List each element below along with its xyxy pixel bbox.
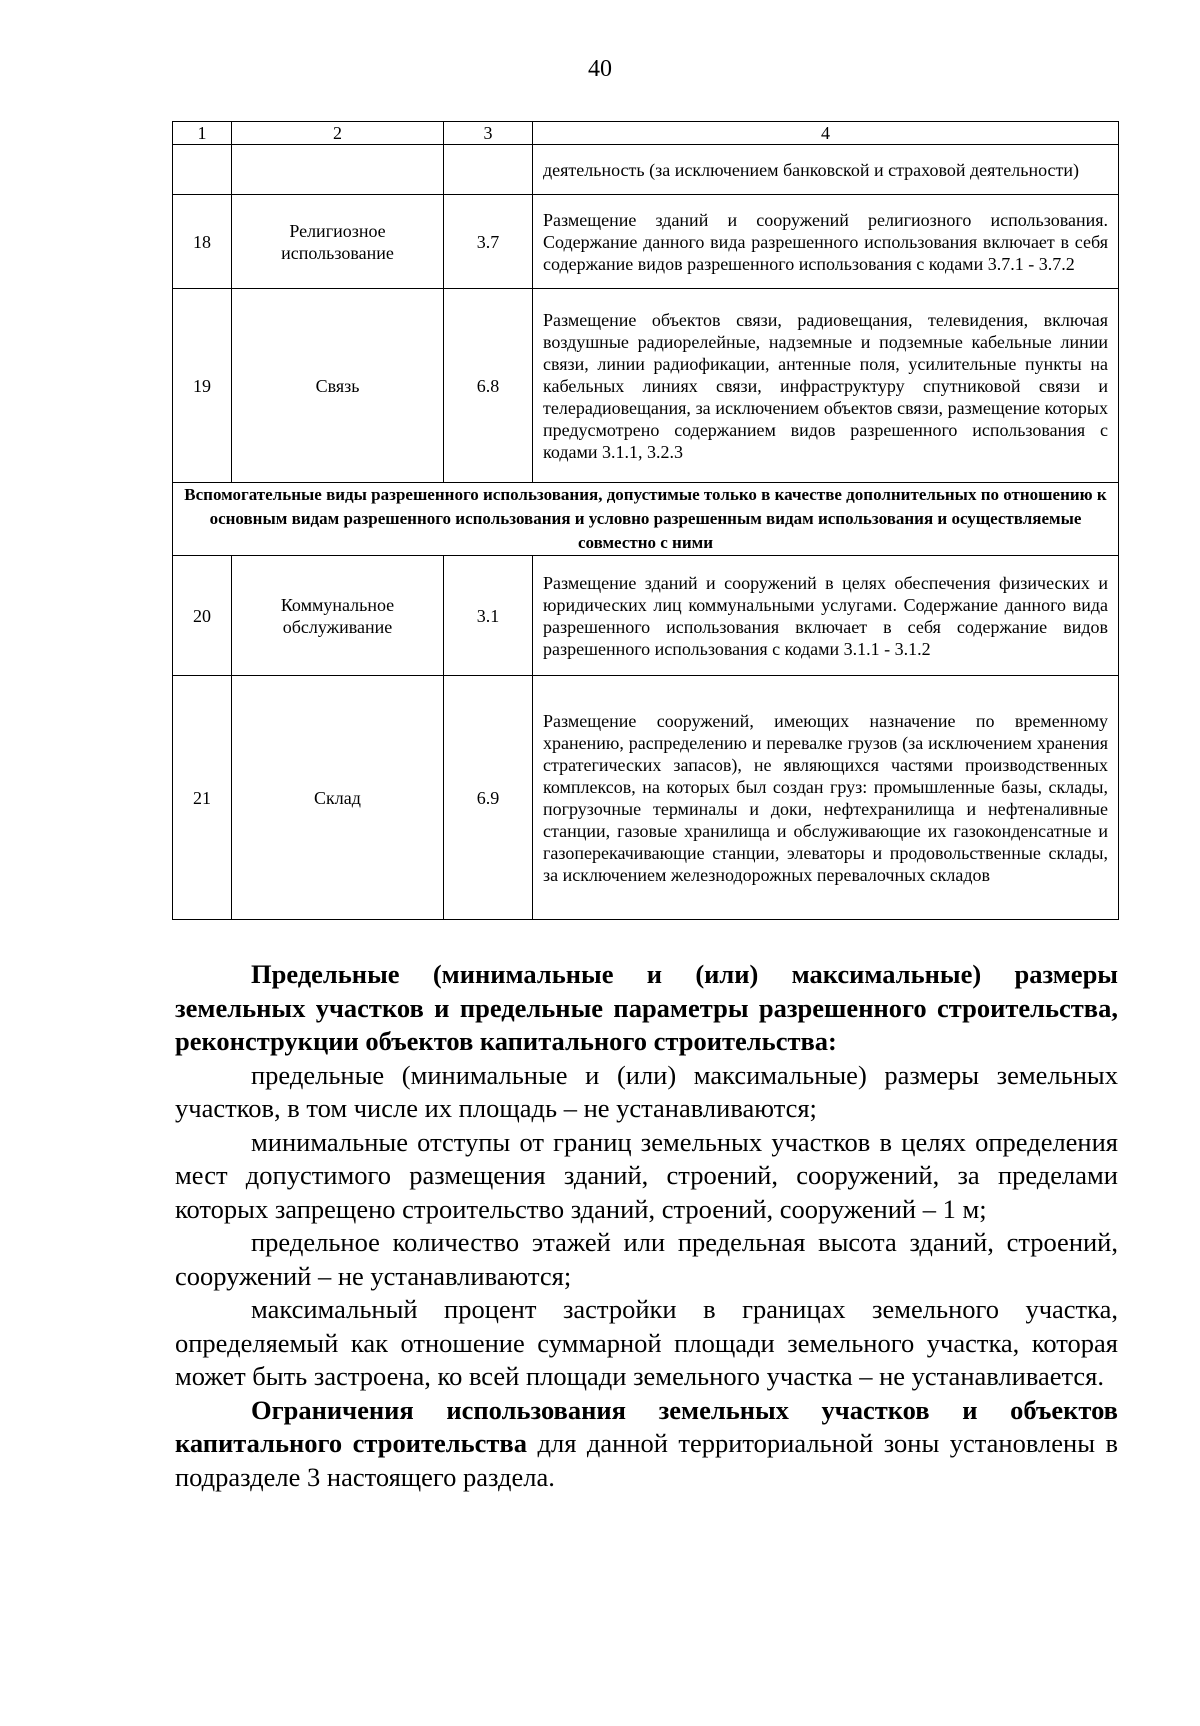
table-section-row [173, 483, 1119, 556]
table-header-row [173, 122, 1119, 145]
table-row [173, 556, 1119, 676]
restrictions-paragraph [175, 1394, 1118, 1495]
cell-name [232, 145, 444, 195]
cell-code: 6.9 [444, 676, 533, 920]
cell-description: Размещение зданий и сооружений религиозного использования. Содержание данного вида разрешенного использования включает в себя содержание видов разрешенного использования с кодами 3.7.1 - 3.7.2 [533, 195, 1119, 289]
cell-name: Связь [232, 289, 444, 483]
cell-name: Коммунальное обслуживание [232, 556, 444, 676]
cell-description: Размещение объектов связи, радиовещания, телевидения, включая воздушные радиорелейные, надземные и подземные кабельные линии связи, линии радиофикации, антенные поля, усилительные пункты на кабельных линиях связи, инфраструктуру спутниковой связи и телерадиовещания, за исключением объектов связи, размещение которых предусмотрено содержанием видов разрешенного использования с кодами 3.1.1, 3.2.3 [533, 289, 1119, 483]
header-cell: 2 [232, 122, 444, 145]
restrictions-bold: Ограничения использования земельных участков и объектов капитального строительства [175, 1394, 1118, 1458]
section-heading: Предельные (минимальные и (или) максимальные) размеры земельных участков и предельные параметры разрешенного строительства, реконструкции объектов капитального строительства: [175, 959, 1118, 1056]
cell-num: 21 [173, 676, 232, 920]
section-title: Вспомогательные виды разрешенного использования, допустимые только в качестве дополнительных по отношению к основным видам разрешенного использования и условно разрешенным видам использования и осуществляемые совместно с ними [173, 483, 1119, 556]
cell-description: деятельность (за исключением банковской и страховой деятельности) [533, 145, 1119, 195]
paragraph: минимальные отступы от границ земельных участков в целях определения мест допустимого размещения зданий, строений, сооружений, за пределами которых запрещено строительство зданий, строений, сооружений – 1 м; [175, 1126, 1118, 1224]
paragraph: максимальный процент застройки в границах земельного участка, определяемый как отношение суммарной площади земельного участка, которая может быть застроена, ко всей площади земельного участка – не устанавливается. [175, 1294, 1118, 1391]
paragraph: предельное количество этажей или предельная высота зданий, строений, сооружений – не устанавливаются; [175, 1227, 1118, 1291]
cell-code [444, 145, 533, 195]
cell-code: 3.7 [444, 195, 533, 289]
body-text [175, 958, 1118, 1494]
cell-num: 20 [173, 556, 232, 676]
table-row [173, 289, 1119, 483]
table-row-continuation [173, 145, 1119, 195]
cell-code: 6.8 [444, 289, 533, 483]
cell-name: Склад [232, 676, 444, 920]
paragraph: предельные (минимальные и (или) максимальные) размеры земельных участков, в том числе их площадь – не устанавливаются; [175, 1059, 1118, 1123]
header-cell: 3 [444, 122, 533, 145]
restrictions-rest: для данной территориальной зоны установлены в подразделе 3 настоящего раздела. [175, 1428, 1118, 1492]
header-cell: 1 [173, 122, 232, 145]
header-cell: 4 [533, 122, 1119, 145]
cell-description: Размещение зданий и сооружений в целях обеспечения физических и юридических лиц коммунальными услугами. Содержание данного вида разрешенного использования включает в себя содержание видов разрешенного использования с кодами 3.1.1 - 3.1.2 [533, 556, 1119, 676]
page-number: 40 [588, 56, 612, 82]
cell-num: 19 [173, 289, 232, 483]
table-row [173, 195, 1119, 289]
cell-name: Религиозное использование [232, 195, 444, 289]
table-row [173, 676, 1119, 920]
land-use-table [172, 121, 1119, 920]
cell-description: Размещение сооружений, имеющих назначение по временному хранению, распределению и перевалке грузов (за исключением хранения стратегических запасов), не являющихся частями производственных комплексов, на которых был создан груз: промышленные базы, склады, погрузочные терминалы и доки, нефтехранилища и нефтеналивные станции, газовые хранилища и обслуживающие их газоконденсатные и газоперекачивающие станции, элеваторы и продовольственные склады, за исключением железнодорожных перевалочных складов [533, 676, 1119, 920]
cell-code: 3.1 [444, 556, 533, 676]
cell-num: 18 [173, 195, 232, 289]
cell-num [173, 145, 232, 195]
